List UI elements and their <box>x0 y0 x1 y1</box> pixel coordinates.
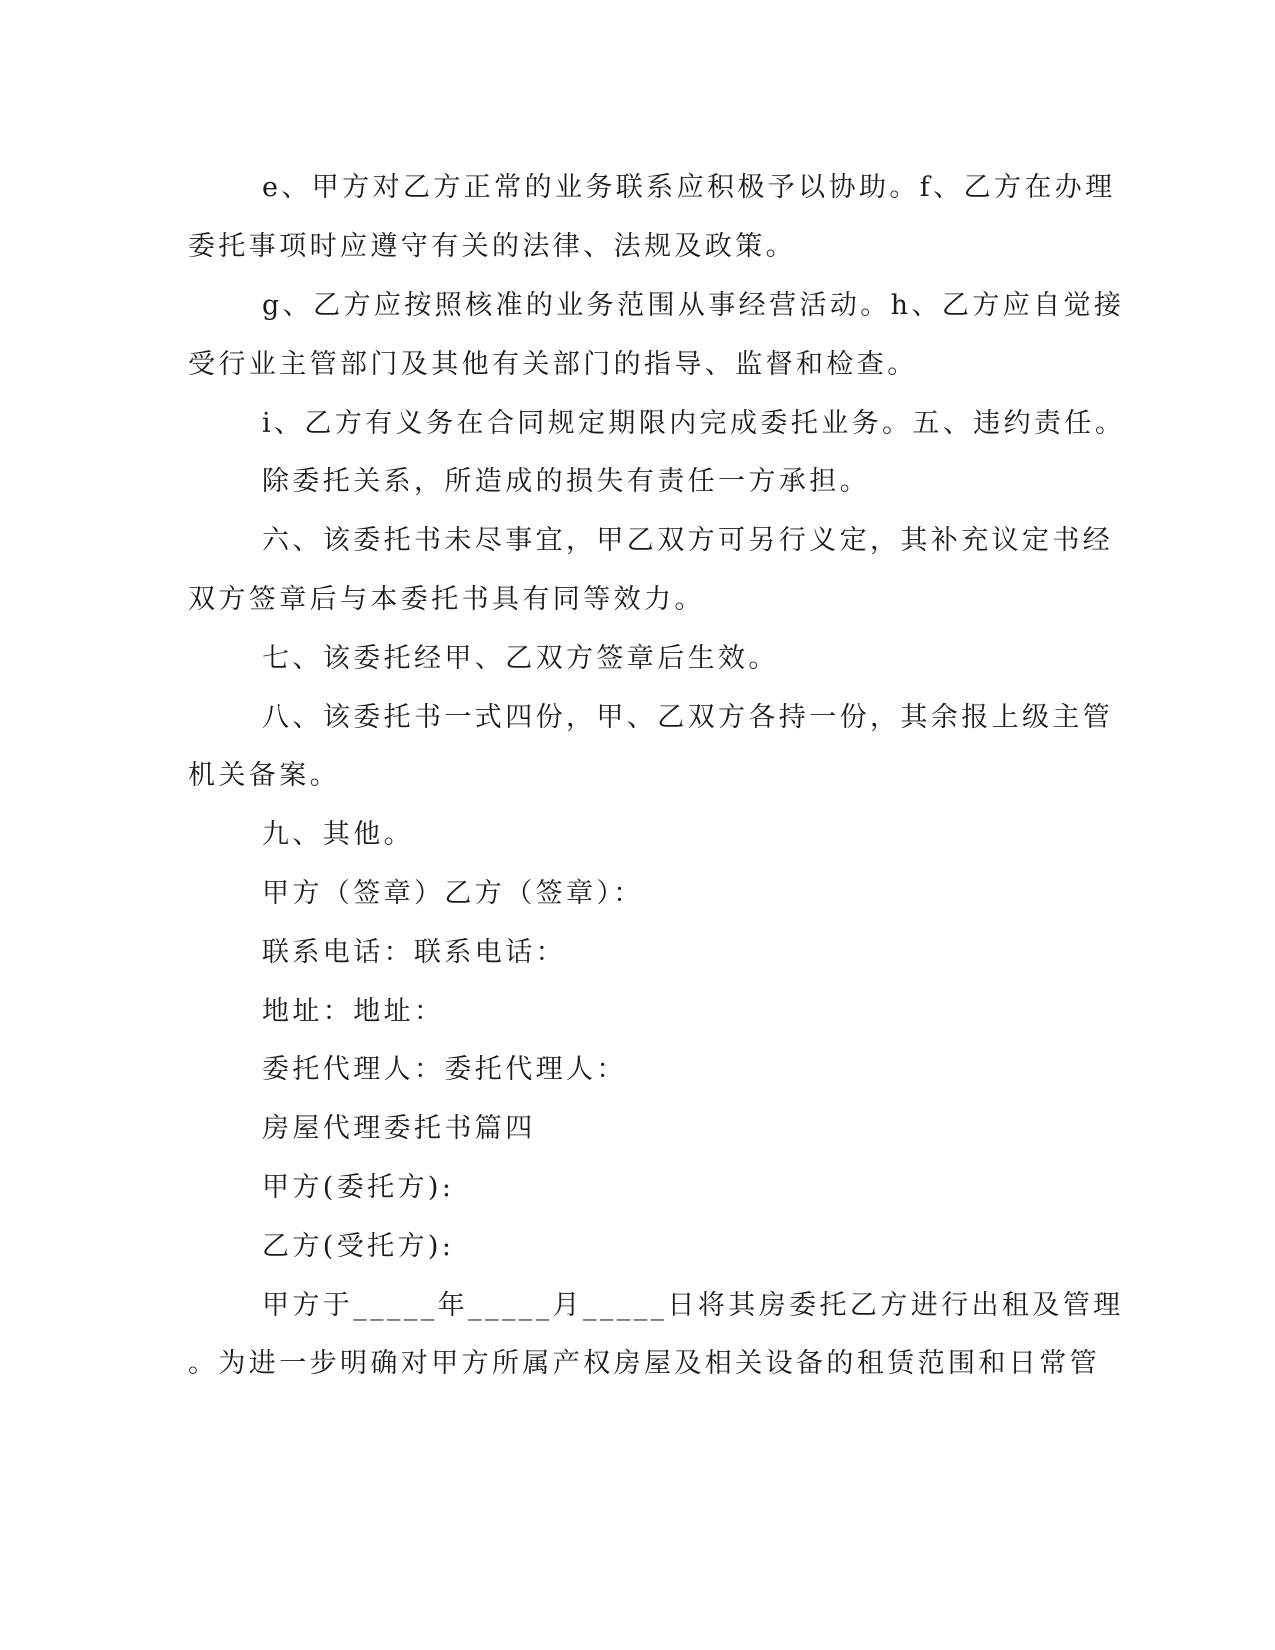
text-line: 甲方于_____年_____月_____日将其房委托乙方进行出租及管理 <box>262 1290 1124 1321</box>
text-line: i、乙方有义务在合同规定期限内完成委托业务。五、违约责任。 <box>262 408 1126 439</box>
text-line: 受行业主管部门及其他有关部门的指导、监督和检查。 <box>188 349 918 380</box>
text-line: g、乙方应按照核准的业务范围从事经营活动。h、乙方应自觉接 <box>262 290 1125 321</box>
text-line: 甲方（签章）乙方（签章）： <box>262 878 644 909</box>
text-line: 除委托关系，所造成的损失有责任一方承担。 <box>262 466 870 497</box>
text-line: 甲方(委托方): <box>262 1172 455 1203</box>
text-line: 联系电话：联系电话： <box>262 937 566 968</box>
text-line: 九、其他。 <box>262 819 414 850</box>
text-line: 委托代理人：委托代理人： <box>262 1054 627 1085</box>
section-heading: 房屋代理委托书篇四 <box>262 1113 536 1144</box>
text-line: 机关备案。 <box>188 760 340 791</box>
text-line: 七、该委托经甲、乙双方签章后生效。 <box>262 643 779 674</box>
text-line: 八、该委托书一式四份，甲、乙双方各持一份，其余报上级主管 <box>262 702 1114 733</box>
text-line: 双方签章后与本委托书具有同等效力。 <box>188 584 705 615</box>
text-line: 乙方(受托方): <box>262 1231 455 1262</box>
text-line: 地址：地址： <box>262 996 445 1027</box>
text-line: 六、该委托书未尽事宜，甲乙双方可另行义定，其补充议定书经 <box>262 525 1114 556</box>
text-line: 委托事项时应遵守有关的法律、法规及政策。 <box>188 231 796 262</box>
text-line: e、甲方对乙方正常的业务联系应积极予以协助。f、乙方在办理 <box>262 172 1116 203</box>
text-line: 。为进一步明确对甲方所属产权房屋及相关设备的租赁范围和日常管 <box>188 1348 1100 1379</box>
